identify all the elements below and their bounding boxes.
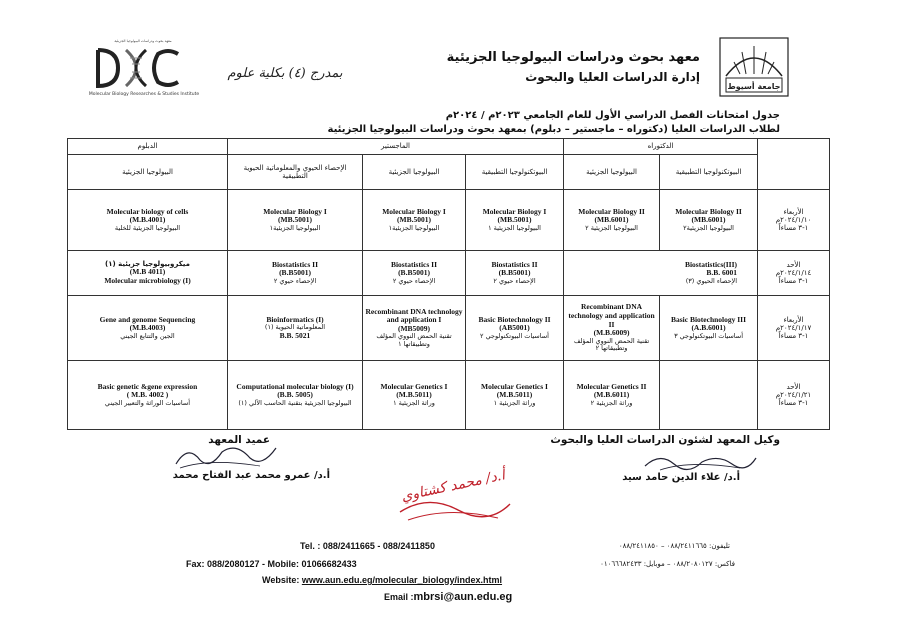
vice-dean-title: وكيل المعهد لشئون الدراسات العليا والبحوث bbox=[550, 434, 780, 446]
col-ms-biostat-bioinfo: الإحصاء الحيوي والمعلوماتية الحيوية التطبيقية bbox=[228, 155, 363, 190]
institute-name: معهد بحوث ودراسات البيولوجيا الجزيئية bbox=[446, 50, 700, 65]
col-diploma-mol-bio: البيولوجيا الجزيئية bbox=[68, 155, 228, 190]
footer-fax-mobile: Fax: 088/2080127 - Mobile: 01066682433 bbox=[186, 559, 357, 569]
exam-cell: Molecular Genetics II (M.B.6011) وراثة الجزيئية ٢ bbox=[564, 361, 660, 430]
group-header-row bbox=[68, 139, 830, 155]
handwritten-venue-note: بمدرج (٤) بكلية علوم bbox=[227, 66, 343, 81]
col-ms-mol-bio: البيولوجيا الجزيئية bbox=[363, 155, 466, 190]
table-row bbox=[68, 361, 830, 430]
footer-fax-mobile-ar: فاكس: ٠٨٨/٢٠٨٠١٢٧ – موبايل: ٠١٠٦٦٦٨٢٤٣٣ bbox=[600, 560, 735, 568]
dean-signature bbox=[170, 440, 280, 472]
day-cell: الأحد ٢٠٢٤/١/١٤م ١-٣ مساءاً bbox=[758, 251, 830, 296]
schedule-title: جدول امتحانات الفصل الدراسي الأول للعام الجامعي ٢٠٢٣م / ٢٠٢٤م bbox=[445, 110, 780, 121]
email-link[interactable]: mbrsi@aun.edu.eg bbox=[413, 591, 513, 603]
exam-cell: Molecular Biology I (MB.5001) البيولوجيا الجزيئية١ bbox=[228, 190, 363, 251]
col-doc-mol-bio: البيولوجيا الجزيئية bbox=[564, 155, 660, 190]
day-header-empty bbox=[758, 139, 830, 190]
vice-dean-name: أ.د/ علاء الدين حامد سيد bbox=[622, 472, 740, 483]
exam-cell: Molecular Biology II (MB.6001) البيولوجيا الجزيئية ٢ bbox=[564, 190, 660, 251]
exam-cell: Recombinant DNA technology and application II (M.B.6009) تقنية الحمض النووي المؤلف وتطبيقاتها ٢ bbox=[564, 296, 660, 361]
column-header-row bbox=[68, 155, 830, 190]
group-masters: الماجستير bbox=[228, 139, 564, 155]
exam-cell: Biostatistics II (B.B5001) الإحصاء حيوي ٢ bbox=[363, 251, 466, 296]
exam-cell: Molecular Genetics I (M.B.5011) وراثة الجزيئية ١ bbox=[466, 361, 564, 430]
exam-cell: Recombinant DNA technology and application I (MB5009) تقنية الحمض النووي المؤلف وتطبيقاتها ١ bbox=[363, 296, 466, 361]
exam-cell: Basic genetic &gene expression ( M.B. 4002 ) أساسيات الوراثة والتعبير الجيني bbox=[68, 361, 228, 430]
footer-email: Email :mbrsi@aun.edu.eg bbox=[384, 591, 513, 603]
day-cell: الأربعاء ٢٠٢٤/١/١٧م ١-٣ مساءاً bbox=[758, 296, 830, 361]
exam-cell: Basic Biotechnology II (AB5001) أساسيات البيوتكنولوجي ٢ bbox=[466, 296, 564, 361]
col-doc-applied-biotech: البيوتكنولوجيا التطبيقية bbox=[660, 155, 758, 190]
exam-cell: Molecular Biology II (MB.6001) البيولوجيا الجزيئية٢ bbox=[660, 190, 758, 251]
exam-cell: Biostatistics II (B.B5001) الإحصاء حيوي ٢ bbox=[466, 251, 564, 296]
dean-name: أ.د/ عمرو محمد عبد الفتاح محمد bbox=[172, 470, 330, 481]
table-row bbox=[68, 190, 830, 251]
group-diploma: الدبلوم bbox=[68, 139, 228, 155]
exam-cell: Computational molecular biology (I) (B.B. 5005) البيولوجيا الجزيئية بتقنية الحاسب الآلي (١) bbox=[228, 361, 363, 430]
footer-telephone: Tel. : 088/2411665 - 088/2411850 bbox=[300, 541, 435, 551]
schedule-subtitle: لطلاب الدراسات العليا (دكتوراه – ماجستير – دبلوم) بمعهد بحوث ودراسات البيولوجيا الجزيئية bbox=[327, 124, 780, 135]
exam-cell: Molecular Genetics I (M.B.5011) وراثة الجزيئية ١ bbox=[363, 361, 466, 430]
day-cell: الأربعاء ٢٠٢٤/١/١٠م ١-٣ مساءاً bbox=[758, 190, 830, 251]
exam-cell: ميكروبيولوجيا جزيئية (١) (M.B 4011) Molecular microbiology (I) bbox=[68, 251, 228, 296]
assiut-logo-text: جامعة أسيوط bbox=[727, 82, 781, 91]
mbri-dna-logo bbox=[88, 40, 188, 92]
red-signature-stamp bbox=[388, 460, 518, 532]
col-ms-applied-biotech: البيوتكنولوجيا التطبيقية bbox=[466, 155, 564, 190]
table-row bbox=[68, 251, 830, 296]
exam-cell: Gene and genome Sequencing (M.B.4003) الجين والتتابع الجيني bbox=[68, 296, 228, 361]
assiut-university-logo bbox=[712, 36, 796, 98]
exam-cell: Biostatistics II (B.B5001) الإحصاء حيوي ٢ bbox=[228, 251, 363, 296]
footer-website: Website: www.aun.edu.eg/molecular_biology/index.html bbox=[262, 575, 503, 585]
exam-cell-empty bbox=[660, 361, 758, 430]
footer-telephone-ar: تليفون: ٠٨٨/٢٤١١٦٦٥ – ٠٨٨/٢٤١١٨٥٠ bbox=[618, 542, 730, 550]
exam-cell: Bioinformatics (I) المعلوماتية الحيوية (١) B.B. 5021 bbox=[228, 296, 363, 361]
mbri-logo-top-text: معهد بحوث ودراسات البيولوجيا الجزيئية bbox=[114, 39, 172, 43]
red-stamp-text: أ.د/ محمد كشتاوي bbox=[399, 467, 507, 505]
exam-cell: Basic Biotechnology III (A.B.6001) أساسيات البيوتكنولوجي ٣ bbox=[660, 296, 758, 361]
mbri-logo-bottom-text: Molecular Biology Researches & Studies Institute bbox=[88, 92, 200, 97]
table-row bbox=[68, 296, 830, 361]
exam-cell: Molecular Biology I (MB.5001) البيولوجيا الجزيئية ١ bbox=[466, 190, 564, 251]
exam-cell-merged: Biostatistics(III) B.B. 6001 الإحصاء الحيوي (٣) bbox=[564, 251, 758, 296]
vice-dean-signature bbox=[640, 448, 760, 474]
group-doctorate: الدكتوراه bbox=[564, 139, 758, 155]
department-name: إدارة الدراسات العليا والبحوث bbox=[525, 70, 700, 84]
day-cell: الأحد ٢٠٢٤/١/٢١م ١-٣ مساءاً bbox=[758, 361, 830, 430]
exam-schedule-table bbox=[67, 138, 830, 430]
exam-cell: Molecular biology of cells (M.B.4001) البيولوجيا الجزيئية للخلية bbox=[68, 190, 228, 251]
website-link[interactable]: www.aun.edu.eg/molecular_biology/index.html bbox=[301, 575, 503, 585]
exam-cell: Molecular Biology I (MB.5001) البيولوجيا الجزيئية١ bbox=[363, 190, 466, 251]
dean-title: عميد المعهد bbox=[208, 434, 270, 446]
